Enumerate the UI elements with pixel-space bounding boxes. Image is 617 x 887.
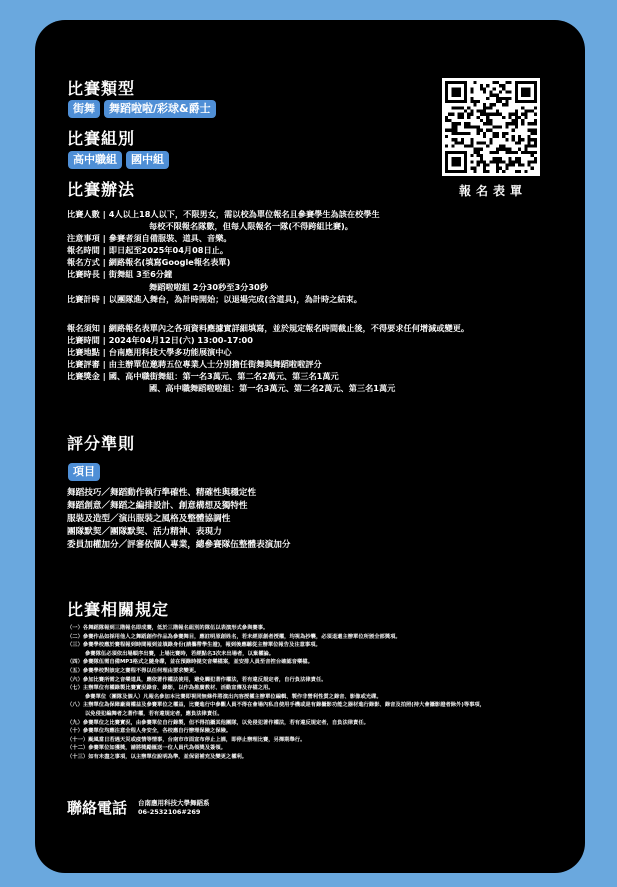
contact-info bbox=[138, 799, 210, 816]
regulation-item: （十二）參賽單位如獲獎，請將獎勵匯送一位人員代為領獎及簽領。 bbox=[67, 745, 226, 752]
rule-value: 以團隊進入舞台，為計時開始；以退場完成(含道具)，為計時之結束。 bbox=[108, 293, 362, 304]
rules-list-b bbox=[67, 322, 537, 395]
regulation-item: （四）參賽隊伍需自備MP3格式之隨身碟，並在預錄時提交音樂檔案，並安排人員至音控台確認音樂檔。 bbox=[67, 659, 313, 666]
regulation-item: （八）主辦單位為保障廠商權益及參賽單位之權益，比賽進行中參觀人員不得在會場內私自使用手機或是有錄攝影功能之器材進行錄影、錄音及拍照(持大會攝影證者除外)等事項， bbox=[67, 702, 486, 709]
rule-row bbox=[67, 346, 537, 358]
rule-value: 網路報名表單內之各項資料應據實詳細填寫，並於規定報名時間截止後，不得要求任何增減或變更。 bbox=[108, 323, 470, 333]
tag-cheer-jazz: 舞蹈啦啦/彩球&爵士 bbox=[104, 100, 216, 118]
rule-value: 參賽者須自備服裝、道具、音樂。 bbox=[108, 233, 232, 244]
rules-list-a bbox=[67, 208, 537, 305]
rule-row bbox=[67, 322, 537, 334]
section-title-regulations: 比賽相關規定 bbox=[67, 600, 170, 619]
scoring-criteria bbox=[67, 487, 290, 552]
rule-separator: | bbox=[102, 347, 106, 358]
criteria-item: 委員加權加分／評審依個人專業，總參賽隊伍整體表演加分 bbox=[67, 540, 291, 550]
rule-row bbox=[67, 256, 537, 268]
regulation-item: （十一）颱風當日若遇天災或疫情等情事，台南市市面宣布停止上課，即停止辦理比賽，另擇期舉行。 bbox=[67, 736, 306, 743]
rule-row bbox=[67, 208, 537, 220]
registration-qr-code[interactable] bbox=[442, 78, 540, 176]
rule-value: 網路報名(填寫Google報名表單) bbox=[108, 257, 231, 268]
rule-value: 國、高中職街舞組：第一名3萬元、第二名2萬元、第三名1萬元 bbox=[108, 371, 339, 382]
rule-continuation: 舞蹈啦啦組 2分30秒至3分30秒 bbox=[149, 281, 268, 292]
rule-row bbox=[67, 232, 537, 244]
rule-value: 街舞組 3至6分鐘 bbox=[108, 269, 173, 280]
rule-separator: | bbox=[102, 359, 106, 370]
rule-key: 比賽評審 bbox=[67, 359, 100, 370]
rule-continuation: 每校不限報名隊數，但每人限報名一隊(不得跨組比賽)。 bbox=[149, 221, 353, 232]
rule-row bbox=[67, 244, 537, 256]
scoring-tags bbox=[68, 463, 100, 481]
rule-value: 由主辦單位邀聘五位專業人士分別擔任街舞與舞蹈啦啦評分 bbox=[108, 359, 322, 370]
criteria-item: 舞蹈創意／舞蹈之編排設計、創意構想及獨特性 bbox=[67, 501, 248, 511]
regulation-item: （六）參加比賽所需之音樂道具，應依著作權法使用，避免觸犯著作權法，若有違反規定者，自行負法律責任。 bbox=[67, 676, 327, 683]
tag-junior-high: 國中組 bbox=[126, 151, 169, 169]
rule-key: 比賽計時 bbox=[67, 293, 100, 304]
rule-continuation: 國、高中職舞蹈啦啦組：第一名3萬元、第二名2萬元、第三名1萬元 bbox=[149, 383, 396, 394]
regulation-item: 參賽單位（團隊及個人）凡報名參加本比賽即視同無條件將演出內容授權主辦單位編輯、製作非營利性質之錄音、影像或光碟。 bbox=[85, 693, 382, 700]
qr-label: 報名表單 bbox=[458, 184, 527, 198]
regulation-item: （五）參賽學校對該定之賽程不得以任何理由要求變更。 bbox=[67, 667, 200, 674]
rule-key: 比賽人數 bbox=[67, 209, 100, 219]
regulation-item: （九）參賽單位之比賽實況，由參賽單位自行錄製，但不得拍攝其他團隊，以免侵犯著作權法，若有違反規定者，自負法律責任。 bbox=[67, 719, 369, 726]
regulation-item: （三）參賽學校應於賽程報到時間報到並填錄身份(請攜帶學生證)，報到後應聽從主辦單位報告及注意事項。 bbox=[67, 642, 321, 649]
contact-phone: 06-2532106#269 bbox=[138, 807, 201, 816]
rule-value: 2024年04月12日(六) 13:00-17:00 bbox=[108, 335, 253, 346]
rule-value: 即日起至2025年04月08日止。 bbox=[108, 245, 229, 256]
rule-row bbox=[67, 370, 537, 382]
rule-separator: | bbox=[102, 233, 106, 244]
rule-key: 注意事項 bbox=[67, 233, 100, 244]
rule-separator: | bbox=[102, 245, 106, 256]
tag-street-dance: 街舞 bbox=[68, 100, 100, 118]
tag-items: 項目 bbox=[68, 463, 100, 481]
contact-title: 聯絡電話 bbox=[67, 799, 128, 817]
rule-separator: | bbox=[102, 209, 106, 219]
rule-key: 比賽時間 bbox=[67, 335, 100, 346]
type-tags bbox=[68, 100, 216, 118]
rule-key: 比賽地點 bbox=[67, 347, 100, 358]
rule-row bbox=[67, 293, 537, 305]
criteria-item: 舞蹈技巧／舞蹈動作執行準確性、精確性與穩定性 bbox=[67, 488, 257, 498]
regulation-item: （七）主辦單位有權錄製比賽實況錄音、錄影，以作為推廣教材、活動宣傳及存檔之用。 bbox=[67, 685, 274, 692]
criteria-item: 團隊默契／團隊默契、活力精神、表現力 bbox=[67, 527, 222, 537]
contact-org: 台南應用科技大學舞蹈系 bbox=[138, 799, 210, 807]
rule-separator: | bbox=[102, 335, 106, 346]
section-title-type: 比賽類型 bbox=[67, 79, 136, 98]
rule-row bbox=[67, 358, 537, 370]
criteria-item: 服裝及造型／演出服裝之風格及整體協調性 bbox=[67, 514, 231, 524]
section-title-method: 比賽辦法 bbox=[67, 180, 136, 199]
rule-value: 台南應用科技大學多功能展演中心 bbox=[108, 347, 232, 358]
regulation-item: （二）參賽作品如採用他人之舞蹈創作作品為參賽舞目，應註明原創姓名，若未經原創者授權，均視為抄襲，必須退還主辦單位所頒全部獎項。 bbox=[67, 633, 401, 640]
rule-key: 比賽獎金 bbox=[67, 371, 100, 382]
rule-separator: | bbox=[102, 323, 106, 333]
group-tags bbox=[68, 151, 169, 169]
section-title-group: 比賽組別 bbox=[67, 129, 136, 148]
regulations-list bbox=[67, 624, 547, 762]
regulation-item: （十三）如有未盡之事項，以主辦單位說明為準，並保留補充及變更之權利。 bbox=[67, 753, 248, 760]
qr-code-icon bbox=[445, 81, 537, 173]
regulation-item: 以免侵犯編舞者之著作權，若有違規定者，應負法律責任。 bbox=[85, 710, 223, 717]
rule-separator: | bbox=[102, 371, 106, 382]
section-title-scoring: 評分準則 bbox=[67, 434, 136, 453]
rule-value: 4人以上18人以下，不限男女，需以校為單位報名且參賽學生為該在校學生 bbox=[108, 209, 380, 219]
rule-key: 比賽時長 bbox=[67, 269, 100, 280]
rule-separator: | bbox=[102, 269, 106, 280]
rule-key: 報名方式 bbox=[67, 257, 100, 268]
regulation-item: （一）各舞蹈隊報到三階報名即成賽，低於三階報名組別的隊伍以表演形式參與賽事。 bbox=[67, 625, 269, 631]
rule-row bbox=[67, 334, 537, 346]
rule-key: 報名時間 bbox=[67, 245, 100, 256]
regulation-item: （十）參賽單位均應注意全程人身安全，各校應自行辦理保險之保險。 bbox=[67, 728, 232, 735]
regulation-item: 參賽隊伍必須依出場順序出賽，上場比賽時，若經點名3次未出場者，以棄權論。 bbox=[85, 650, 275, 657]
rule-separator: | bbox=[102, 293, 106, 304]
rule-key: 報名須知 bbox=[67, 323, 100, 333]
tag-senior-high: 高中職組 bbox=[68, 151, 122, 169]
rule-row bbox=[67, 268, 537, 280]
rule-separator: | bbox=[102, 257, 106, 268]
